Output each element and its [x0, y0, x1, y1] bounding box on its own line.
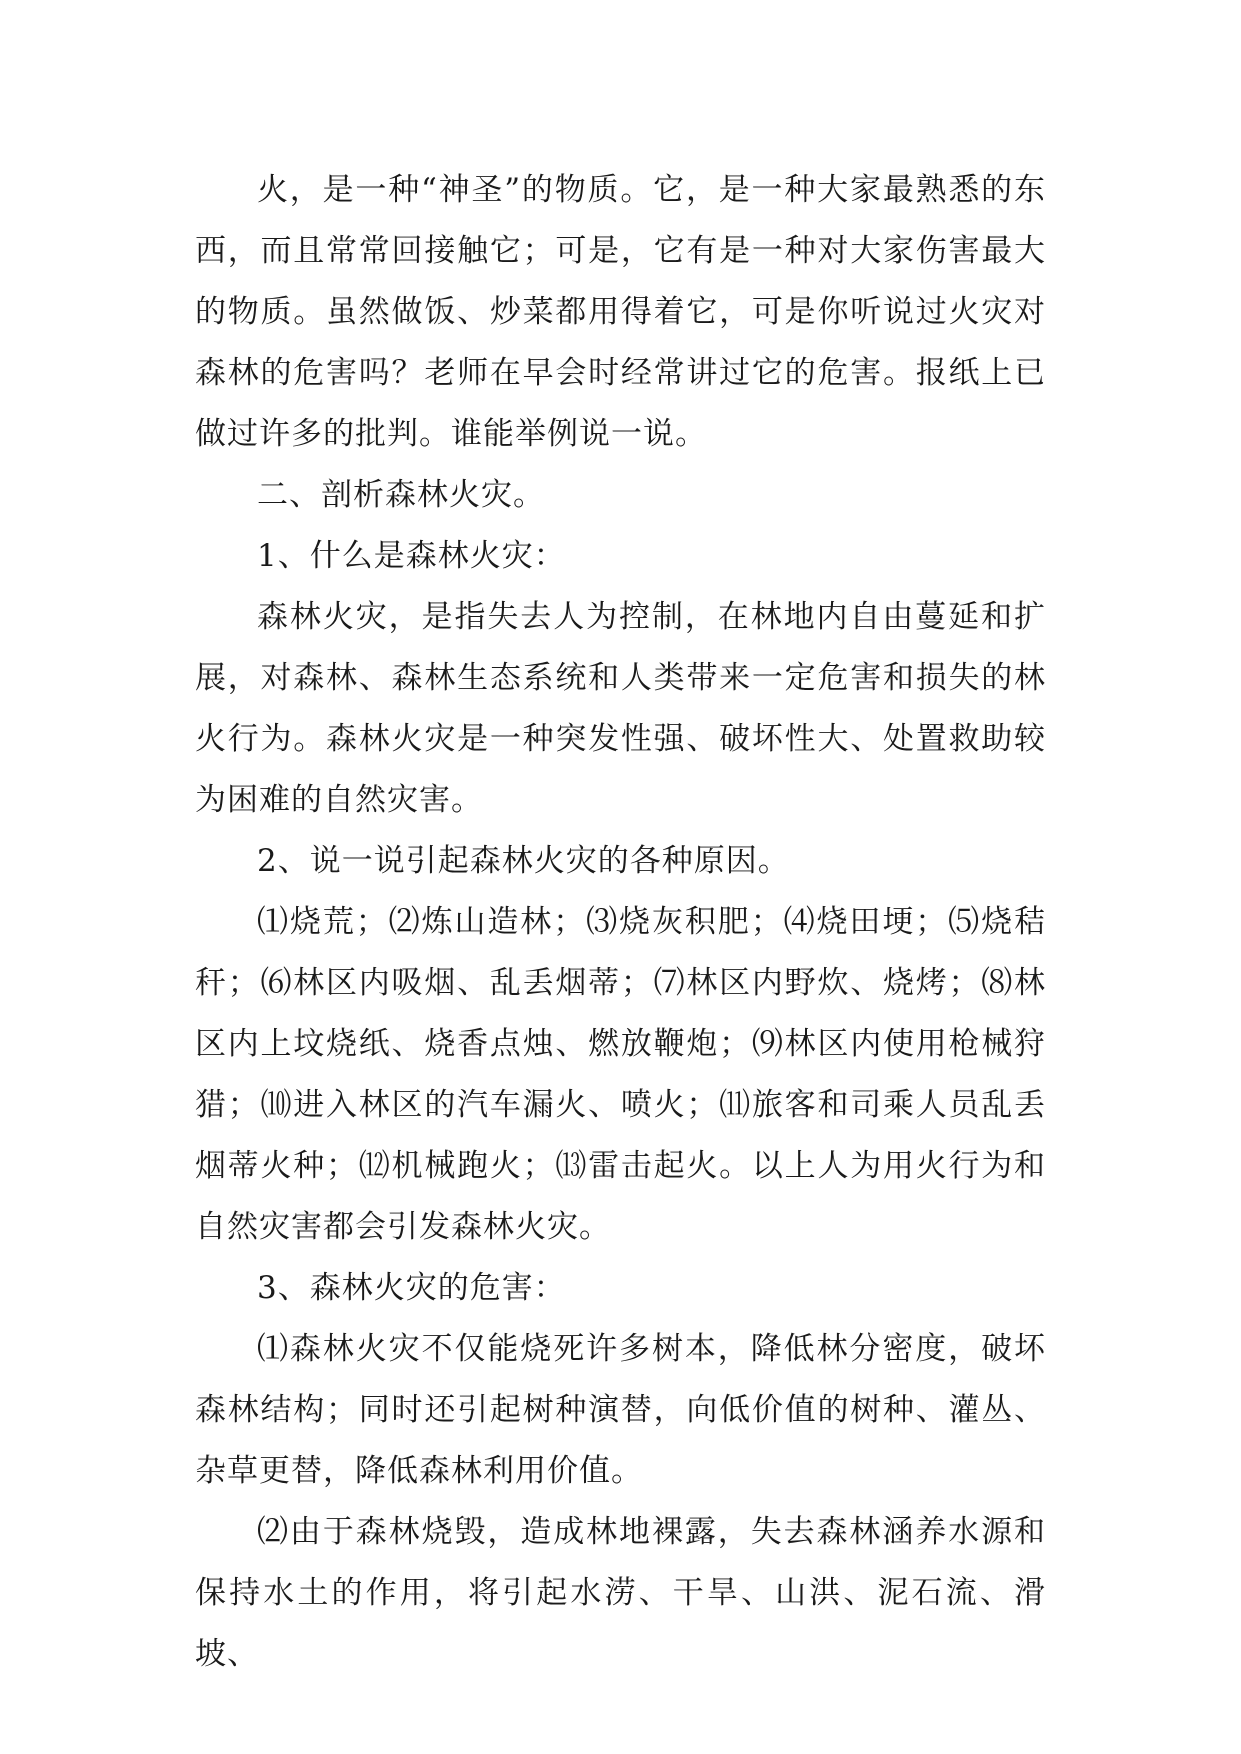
paragraph-harm-1: ⑴森林火灾不仅能烧死许多树本，降低林分密度，破坏森林结构；同时还引起树种演替，向低价值的树种、灌丛、杂草更替，降低森林利用价值。 [195, 1331, 1046, 1489]
heading-causes: 2、说一说引起森林火灾的各种原因。 [257, 843, 790, 879]
paragraph-harm-2: ⑵由于森林烧毁，造成林地裸露，失去森林涵养水源和保持水土的作用，将引起水涝、干旱、山洪、泥石流、滑坡、 [195, 1514, 1046, 1672]
paragraph-causes-list: ⑴烧荒；⑵炼山造林；⑶烧灰积肥；⑷烧田埂；⑸烧秸秆；⑹林区内吸烟、乱丢烟蒂；⑺林区内野炊、烧烤；⑻林区内上坟烧纸、烧香点烛、燃放鞭炮；⑼林区内使用枪械狩猎；⑽进入林区的汽车漏火、喷火；⑾旅客和司乘人员乱丢烟蒂火种；⑿机械跑火；⒀雷击起火。以上人为用火行为和自然灾害都会引发森林火灾。 [195, 904, 1046, 1245]
paragraph-intro: 火，是一种“神圣”的物质。它，是一种大家最熟悉的东西，而且常常回接触它；可是，它有是一种对大家伤害最大的物质。虽然做饭、炒菜都用得着它，可是你听说过火灾对森林的危害吗？老师在早会时经常讲过它的危害。报纸上已做过许多的批判。谁能举例说一说。 [195, 172, 1046, 452]
paragraph-definition: 森林火灾，是指失去人为控制，在林地内自由蔓延和扩展，对森林、森林生态系统和人类带来一定危害和损失的林火行为。森林火灾是一种突发性强、破坏性大、处置救助较为困难的自然灾害。 [195, 599, 1046, 818]
heading-analysis: 二、剖析森林火灾。 [257, 477, 545, 513]
heading-harms: 3、森林火灾的危害： [257, 1270, 566, 1306]
heading-what-is-forest-fire: 1、什么是森林火灾： [257, 538, 566, 574]
